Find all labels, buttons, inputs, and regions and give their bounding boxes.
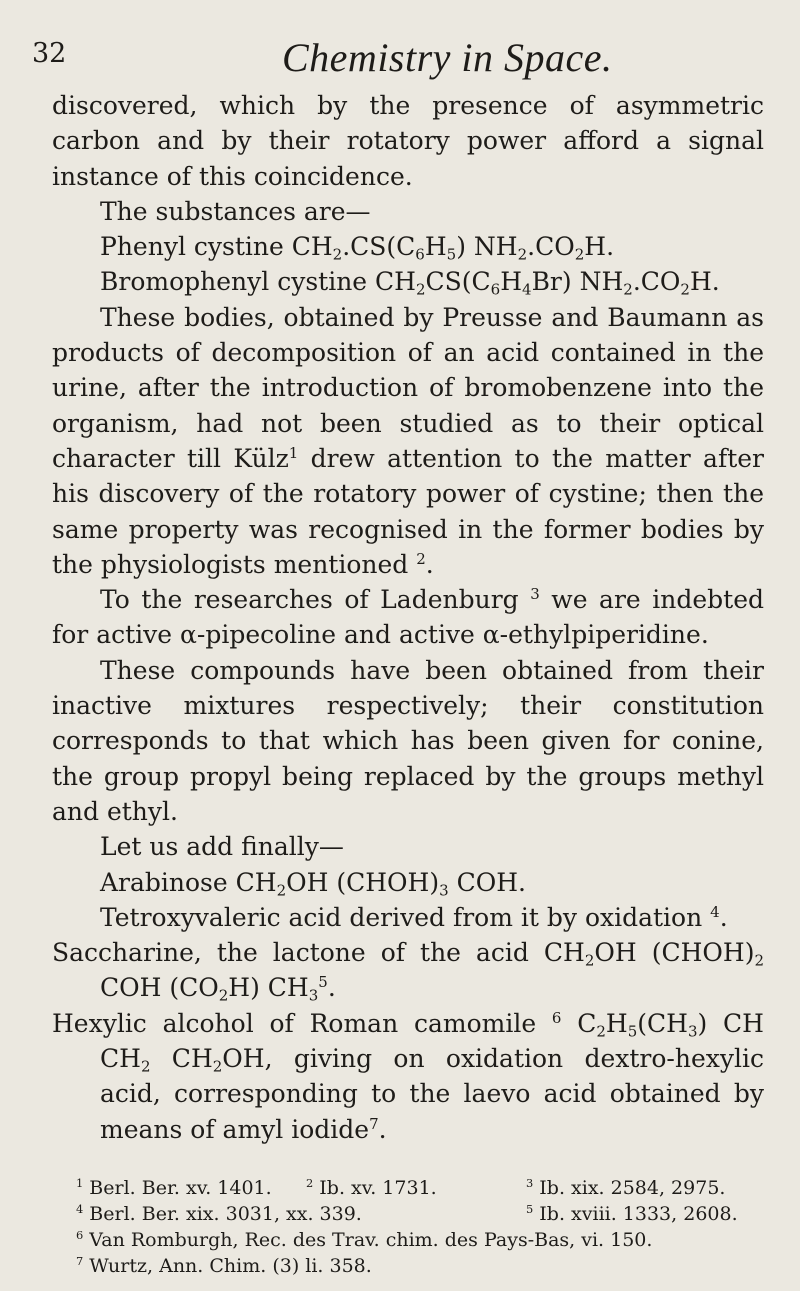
footnote-1: $^1$ Berl. Ber. xv. 1401. <box>76 1176 272 1199</box>
footnote-ref-1: 1 <box>288 443 299 462</box>
footnotes <box>76 1175 776 1279</box>
formula-phenyl-cystine: Phenyl cystine $CH_2.CS(C_6H_5)$ $NH_2.CO_2H$. <box>100 232 615 264</box>
footnote-ref-6: 6 <box>551 1008 562 1027</box>
footnote-2: $^2$ Ib. xv. 1731. <box>306 1176 437 1199</box>
item-tetroxyvaleric-acid: Tetroxyvaleric acid derived from it by oxidation $^4$. <box>100 902 728 932</box>
footnote-row <box>76 1175 776 1201</box>
footnote-ref-7: 7 <box>369 1114 379 1133</box>
footnote-3: $^3$ Ib. xix. 2584, 2975. <box>526 1176 726 1199</box>
page-header <box>32 35 740 82</box>
paragraph-ladenburg: To the researches of Ladenburg $^3$ we are indebted for active α-pipecoline and active α-ethylpiperidine. <box>52 585 764 650</box>
formula-bromophenyl-cystine: Bromophenyl cystine $CH_2CS(C_6H_4Br)$ $NH_2.CO_2H$. <box>100 267 720 299</box>
paragraph-substances-intro: The substances are— <box>100 196 371 226</box>
paragraph-add-finally: Let us add finally— <box>100 832 344 862</box>
footnote-row <box>76 1253 776 1279</box>
footnote-row <box>76 1227 776 1253</box>
footnote-7: $^7$ Wurtz, Ann. Chim. (3) li. 358. <box>76 1254 372 1277</box>
item-arabinose: Arabinose $CH_2OH$ $(CHOH)_3$ COH. <box>100 867 526 900</box>
footnote-6: $^6$ Van Romburgh, Rec. des Trav. chim. des Pays-Bas, vi. 150. <box>76 1228 653 1251</box>
footnote-ref-4: 4 <box>710 902 720 921</box>
page-number: 32 <box>32 38 67 69</box>
footnote-ref-5: 5 <box>318 973 328 992</box>
footnote-ref-3: 3 <box>530 585 540 604</box>
paragraph-inactive-mixtures: These compounds have been obtained from their inactive mixtures respectively; their constitution corresponds to that which has been given for conine, the group propyl being replaced by the groups methyl and ethyl. <box>52 655 764 826</box>
paragraph-preusse-baumann: These bodies, obtained by Preusse and Baumann as products of decomposition of an acid contained in the urine, after the introduction of bromobenzene into the organism, had not been studied as to their optical character till Külz$^1$ drew attention to the matter after his discovery of the rotatory power of cystine; then the same property was recognised in the former bodies by the physiologists mentioned $^2$. <box>52 302 764 579</box>
item-hexylic-alcohol: Hexylic alcohol of Roman camomile $^6$ $C_2H_5(CH_3)$ CH $CH_2$ $CH_2OH$, giving on oxidation dextro-hexylic acid, corresponding to the laevo acid obtained by means of amyl iodide$^7$. <box>52 1008 764 1144</box>
footnote-4: $^4$ Berl. Ber. xix. 3031, xx. 339. <box>76 1202 362 1225</box>
footnote-row <box>76 1201 776 1227</box>
footnote-ref-2: 2 <box>416 549 426 568</box>
body-text <box>52 88 764 1147</box>
item-saccharine: Saccharine, the lactone of the acid $CH_2OH$ $(CHOH)_2$ COH $(CO_2H)$ $CH_3^5$. <box>52 938 765 1005</box>
running-title: Chemistry in Space. <box>282 35 613 80</box>
footnote-5: $^5$ Ib. xviii. 1333, 2608. <box>526 1202 738 1225</box>
paragraph-continuation: discovered, which by the presence of asymmetric carbon and by their rotatory power afford a signal instance of this coincidence. <box>52 91 764 191</box>
